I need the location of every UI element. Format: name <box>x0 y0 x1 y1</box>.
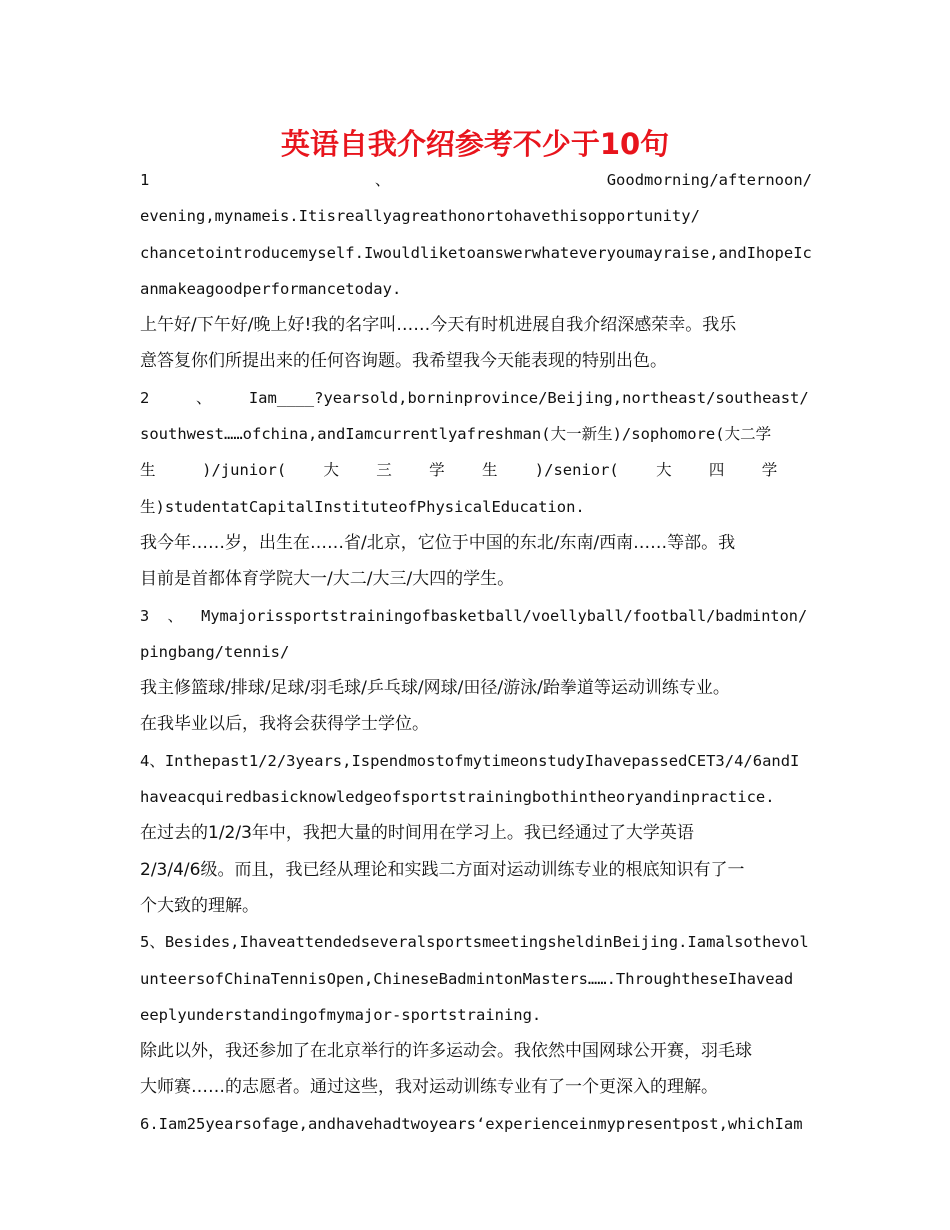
text-line: 个大致的理解。 <box>140 895 259 916</box>
text-line: 2 、 Iam____?yearsold,borninprovince/Beijing,northeast/southeast/ <box>140 388 809 407</box>
document-body <box>140 162 812 1142</box>
text-line: anmakeagoodperformancetoday. <box>140 279 402 298</box>
text-line: haveacquiredbasicknowledgeofsportstrainingbothintheoryandinpractice. <box>140 788 775 807</box>
text-line: 6.Iam25yearsofage,andhavehadtwoyears‘experienceinmypresentpost,whichIam <box>140 1114 803 1133</box>
text-line: 除此以外，我还参加了在北京举行的许多运动会。我依然中国网球公开赛，羽毛球 <box>140 1041 752 1062</box>
text-line: 生)studentatCapitalInstituteofPhysicalEducation. <box>140 497 585 516</box>
text-line: unteersofChinaTennisOpen,ChineseBadmintonMasters…….ThroughtheseIhavead <box>140 969 794 988</box>
text-line: 在我毕业以后，我将会获得学士学位。 <box>140 714 429 735</box>
text-line: 我主修篮球/排球/足球/羽毛球/乒乓球/网球/田径/游泳/跆拳道等运动训练专业。 <box>140 678 730 699</box>
text-line: pingbang/tennis/ <box>140 642 290 661</box>
text-line: eeplyunderstandingofmymajor-sportstraining. <box>140 1005 542 1024</box>
text-line: 4、Inthepast1/2/3years,IspendmostofmytimeonstudyIhavepassedCET3/4/6andI <box>140 751 800 770</box>
text-line: 大师赛……的志愿者。通过这些，我对运动训练专业有了一个更深入的理解。 <box>140 1077 718 1098</box>
text-line: 上午好/下午好/晚上好!我的名字叫……今天有时机进展自我介绍深感荣幸。我乐 <box>140 315 737 336</box>
text-line: 1 、 Goodmorning/afternoon/ <box>140 171 812 189</box>
text-line: 生 )/junior( 大 三 学 生 )/senior( 大 四 学 <box>140 461 778 480</box>
text-line: 2/3/4/6级。而且，我已经从理论和实践二方面对运动训练专业的根底知识有了一 <box>140 859 745 880</box>
text-line: 目前是首都体育学院大一/大二/大三/大四的学生。 <box>140 569 515 590</box>
text-line: 意答复你们所提出来的任何咨询题。我希望我今天能表现的特别出色。 <box>140 351 667 372</box>
text-line: chancetointroducemyself.Iwouldliketoanswerwhateveryoumayraise,andIhopeIc <box>140 243 812 262</box>
text-line: 5、Besides,IhaveattendedseveralsportsmeetingsheldinBeijing.Iamalsothevol <box>140 933 809 952</box>
text-line: 我今年……岁，出生在……省/北京，它位于中国的东北/东南/西南……等部。我 <box>140 532 736 553</box>
text-line: evening,mynameis.Itisreallyagreathonortohavethisopportunity/ <box>140 207 700 226</box>
text-line: 在过去的1/2/3年中，我把大量的时间用在学习上。我已经通过了大学英语 <box>140 823 694 844</box>
text-line: 3 、 Mymajorissportstrainingofbasketball/voellyball/football/badminton/ <box>140 606 808 625</box>
document-title: 英语自我介绍参考不少于10句 <box>280 127 670 161</box>
text-line: southwest……ofchina,andIamcurrentlyafreshman(大一新生)/sophomore(大二学 <box>140 425 772 444</box>
